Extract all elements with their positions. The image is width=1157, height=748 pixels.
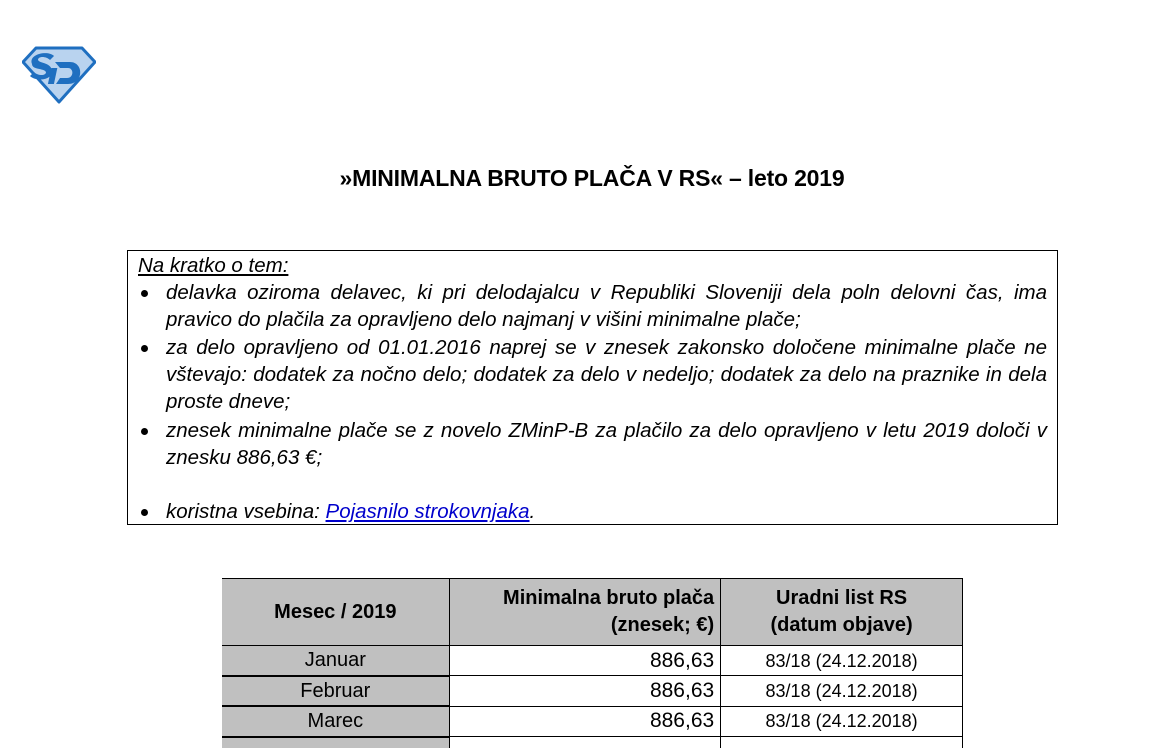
table-row-partial [222,737,963,748]
column-header-gazette-line2: (datum objave) [770,614,913,636]
expert-explanation-link[interactable]: Pojasnilo strokovnjaka [325,500,530,523]
month-cell: Marec [222,706,449,737]
amount-cell: 886,63 [449,646,721,676]
minimum-wage-table [222,578,963,748]
useful-content-label: koristna vsebina: [166,500,326,523]
month-cell [222,737,449,748]
month-cell: Februar [222,676,449,707]
summary-box [127,250,1058,525]
period: . [529,500,536,523]
summary-heading: Na kratko o tem: [138,254,289,277]
month-cell: Januar [222,646,449,676]
table-row [222,646,963,676]
bullet-icon [141,290,148,297]
gazette-cell: 83/18 (24.12.2018) [721,676,963,707]
table-row [222,676,963,707]
table-header-row [222,579,963,646]
column-header-month: Mesec / 2019 [222,579,449,646]
column-header-wage-line1: Minimalna bruto plača [503,587,715,609]
bullet-icon [141,509,148,516]
amount-cell: 886,63 [449,676,721,707]
column-header-gazette-line1: Uradni list RS [776,587,908,609]
table-row [222,706,963,737]
gazette-cell: 83/18 (24.12.2018) [721,706,963,737]
gazette-cell: 83/18 (24.12.2018) [721,646,963,676]
list-item-text [166,498,1047,525]
page-title: »MINIMALNA BRUTO PLAČA V RS« – leto 2019 [339,165,845,191]
list-item-text: delavka oziroma delavec, ki pri delodajalcu v Republiki Sloveniji dela poln delovni čas, ima pravico do plačila za opravljeno delo najmanj v višini minimalne plače; [166,281,1047,331]
column-header-wage-line2: (znesek; €) [610,614,715,636]
column-header-gazette [721,579,963,646]
amount-cell [449,737,721,748]
bullet-icon [141,345,148,352]
column-header-wage [449,579,721,646]
sd-shield-logo-icon [22,46,96,104]
amount-cell: 886,63 [449,706,721,737]
bullet-icon [141,428,148,435]
list-item-text: znesek minimalne plače se z novelo ZMinP-B za plačilo za delo opravljeno v letu 2019 določi v znesku 886,63 €; [166,419,1047,469]
list-item-text: za delo opravljeno od 01.01.2016 naprej se v znesek zakonsko določene minimalne plače ne vštevajo: dodatek za nočno delo; dodatek za delo v nedeljo; dodatek za delo na praznike in dela proste dneve; [166,336,1047,413]
gazette-cell [721,737,963,748]
